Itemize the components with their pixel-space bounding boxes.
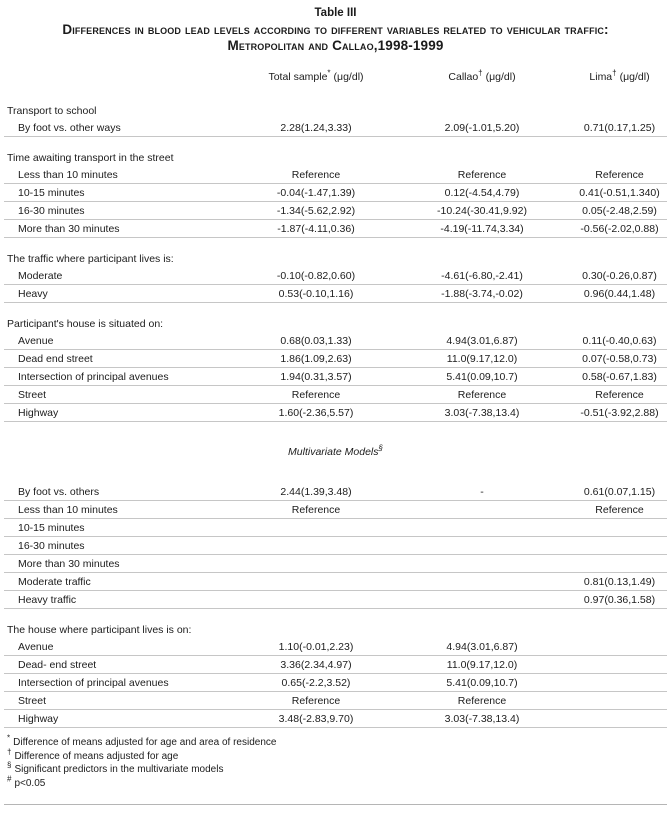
footnote-pvalue: [7, 774, 667, 791]
cell-value: 3.03(-7.38,13.4): [444, 712, 520, 725]
cell-value: 3.48(-2.83,9.70): [278, 712, 354, 725]
table-row: [4, 501, 667, 519]
table-row: [4, 119, 667, 137]
section-header: [4, 250, 667, 267]
row-label: Intersection of principal avenues: [18, 676, 169, 689]
row-label: By foot vs. other ways: [18, 121, 121, 134]
table-row: [4, 710, 667, 728]
table-number: Table III: [314, 7, 357, 19]
table-body: [4, 102, 667, 728]
cell-value: -4.61(-6.80,-2.41): [441, 269, 523, 282]
table-row: [4, 591, 667, 609]
section-header-label: Transport to school: [7, 104, 97, 117]
row-label: Dead- end street: [18, 658, 97, 671]
cell-value: 0.81(0.13,1.49): [583, 575, 656, 588]
row-label: Heavy traffic: [18, 593, 77, 606]
cell-value: -0.56(-2.02,0.88): [580, 222, 659, 235]
footnote-text: Significant predictors in the multivariate models: [14, 764, 224, 775]
cell-value: -0.04(-1.47,1.39): [276, 186, 356, 199]
cell-value: -0.10(-0.82,0.60): [276, 269, 356, 282]
cell-value: -0.51(-3.92,2.88): [580, 406, 659, 419]
row-label: More than 30 minutes: [18, 222, 120, 235]
column-unit: (μg/dl): [333, 71, 364, 83]
table-row: [4, 674, 667, 692]
table-head: [4, 7, 667, 54]
row-label: 16-30 minutes: [18, 204, 85, 217]
table-row: [4, 656, 667, 674]
table-row: [4, 692, 667, 710]
cell-value: -10.24(-30.41,9.92): [437, 204, 527, 217]
row-label: More than 30 minutes: [18, 557, 120, 570]
cell-value: 1.10(-0.01,2.23): [278, 640, 354, 653]
spacer-row: [4, 238, 667, 250]
cell-value: 0.96(0.44,1.48): [583, 287, 656, 300]
cell-value: 2.28(1.24,3.33): [280, 121, 352, 134]
footnote-significant-predictors: [7, 760, 667, 777]
footnote-marker: §: [7, 760, 12, 770]
spacer-row: [4, 609, 667, 621]
cell-value: 1.86(1.09,2.63): [280, 352, 352, 365]
table-row: [4, 184, 667, 202]
row-label: Highway: [18, 712, 59, 725]
footnote-adjusted-age: [7, 747, 667, 764]
row-label: Avenue: [18, 334, 54, 347]
cell-value: 0.12(-4.54,4.79): [444, 186, 520, 199]
footnote-marker: *: [327, 68, 331, 78]
cell-value: 0.61(0.07,1.15): [583, 485, 656, 498]
column-header-callao: [392, 68, 572, 83]
spacer-row: [4, 422, 667, 444]
multivariate-models-heading: [4, 444, 667, 461]
row-label: Street: [18, 388, 47, 401]
cell-value: Reference: [457, 168, 507, 181]
table-title: [4, 22, 667, 54]
cell-value: Reference: [457, 694, 507, 707]
cell-value: -1.87(-4.11,0.36): [277, 222, 355, 235]
cell-value: -4.19(-11.74,3.34): [440, 222, 524, 235]
page-bottom-rule: [4, 804, 667, 805]
row-label: 10-15 minutes: [18, 521, 85, 534]
cell-value: 0.65(-2.2,3.52): [281, 676, 351, 689]
cell-value: -: [480, 485, 484, 498]
column-unit: (μg/dl): [619, 71, 650, 83]
footnote-text: Difference of means adjusted for age and area of residence: [13, 737, 277, 748]
footnotes: [4, 733, 667, 790]
column-headers: [4, 68, 667, 86]
cell-value: 0.11(-0.40,0.63): [582, 334, 657, 347]
cell-value: Reference: [595, 388, 644, 401]
section-header: [4, 102, 667, 119]
row-label: Heavy: [18, 287, 48, 300]
cell-value: Reference: [291, 388, 341, 401]
table-row: [4, 404, 667, 422]
spacer-row: [4, 303, 667, 315]
cell-value: 2.09(-1.01,5.20): [444, 121, 520, 134]
table-row: [4, 573, 667, 591]
cell-value: 3.03(-7.38,13.4): [444, 406, 520, 419]
spacer-row: [4, 461, 667, 483]
cell-value: 0.58(-0.67,1.83): [582, 370, 657, 383]
footnote-text: Difference of means adjusted for age: [14, 750, 179, 762]
table-row: [4, 519, 667, 537]
spacer-row: [4, 137, 667, 149]
row-label: Intersection of principal avenues: [18, 370, 169, 383]
footnote-marker: †: [7, 747, 12, 757]
table-row: [4, 638, 667, 656]
table-title-line1: Differences in blood lead levels according to different variables related to vehicular traffic:: [62, 22, 609, 37]
section-header-label: The house where participant lives is on:: [7, 623, 192, 636]
cell-value: 2.44(1.39,3.48): [280, 485, 352, 498]
row-label: Moderate traffic: [18, 575, 91, 588]
table-row: [4, 202, 667, 220]
row-label: Less than 10 minutes: [18, 168, 118, 181]
cell-value: Reference: [291, 168, 341, 181]
row-label: Dead end street: [18, 352, 93, 365]
cell-value: 0.97(0.36,1.58): [583, 593, 656, 606]
footnote-adjusted-age-area: [7, 733, 667, 750]
cell-value: Reference: [457, 388, 507, 401]
cell-value: Reference: [291, 694, 341, 707]
column-label: Lima: [589, 71, 613, 83]
column-unit: (μg/dl): [485, 71, 516, 83]
cell-value: 11.0(9.17,12.0): [446, 352, 518, 365]
cell-value: 0.30(-0.26,0.87): [582, 269, 657, 282]
table-row: [4, 555, 667, 573]
section-header-label: The traffic where participant lives is:: [7, 252, 174, 265]
row-label: Moderate: [18, 269, 63, 282]
table-row: [4, 350, 667, 368]
cell-value: 11.0(9.17,12.0): [446, 658, 518, 671]
row-label: Less than 10 minutes: [18, 503, 118, 516]
table-row: [4, 285, 667, 303]
column-label: Total sample: [268, 71, 328, 83]
footnote-marker: †: [478, 68, 483, 78]
cell-value: 1.60(-2.36,5.57): [278, 406, 354, 419]
table-row: [4, 386, 667, 404]
cell-value: 5.41(0.09,10.7): [446, 370, 518, 383]
footnote-marker: †: [612, 68, 617, 78]
cell-value: 0.07(-0.58,0.73): [582, 352, 657, 365]
row-label: Avenue: [18, 640, 54, 653]
table-title-line2: Metropolitan and Callao,1998-1999: [227, 38, 444, 53]
table-row: [4, 368, 667, 386]
section-header: [4, 621, 667, 638]
cell-value: 0.53(-0.10,1.16): [278, 287, 354, 300]
footnote-marker: §: [378, 443, 383, 453]
cell-value: 5.41(0.09,10.7): [446, 676, 518, 689]
cell-value: 4.94(3.01,6.87): [446, 640, 518, 653]
table-row: [4, 537, 667, 555]
cell-value: 0.41(-0.51,1.340): [579, 186, 660, 199]
section-header-label: Participant's house is situated on:: [7, 317, 164, 330]
cell-value: 1.94(0.31,3.57): [280, 370, 352, 383]
column-label: Callao: [448, 71, 479, 83]
column-header-total-sample: [240, 68, 392, 83]
section-header: [4, 149, 667, 166]
cell-value: Reference: [291, 503, 341, 516]
column-header-lima: [572, 68, 667, 83]
row-label: 16-30 minutes: [18, 539, 85, 552]
cell-value: -1.34(-5.62,2.92): [276, 204, 356, 217]
cell-value: 0.05(-2.48,2.59): [582, 204, 657, 217]
table-row: [4, 166, 667, 184]
row-label: 10-15 minutes: [18, 186, 85, 199]
footnote-marker: *: [7, 733, 11, 743]
row-label: By foot vs. others: [18, 485, 100, 498]
cell-value: -1.88(-3.74,-0.02): [441, 287, 523, 300]
table-row: [4, 483, 667, 501]
cell-value: 0.68(0.03,1.33): [280, 334, 352, 347]
row-label: Street: [18, 694, 47, 707]
row-label: Highway: [18, 406, 59, 419]
footnote-text: p<0.05: [14, 777, 46, 789]
table-row: [4, 267, 667, 285]
cell-value: Reference: [595, 503, 644, 516]
cell-value: 3.36(2.34,4.97): [280, 658, 352, 671]
cell-value: 4.94(3.01,6.87): [446, 334, 518, 347]
cell-value: 0.71(0.17,1.25): [583, 121, 656, 134]
footnote-marker: #: [7, 774, 12, 784]
table-row: [4, 332, 667, 350]
cell-value: Reference: [595, 168, 644, 181]
section-header: [4, 315, 667, 332]
table-row: [4, 220, 667, 238]
multivariate-models-label: Multivariate Models: [288, 446, 379, 458]
section-header-label: Time awaiting transport in the street: [7, 151, 174, 164]
